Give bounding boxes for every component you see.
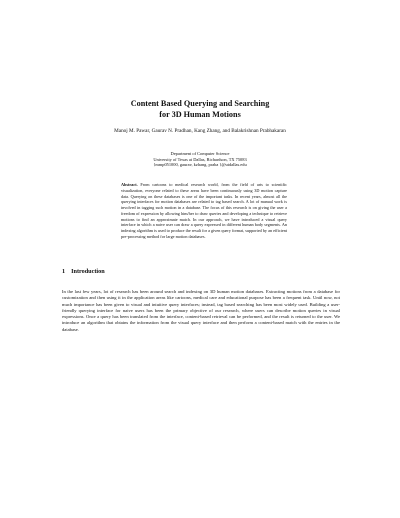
abstract-label: Abstract. [121,182,138,187]
author-list: Manoj M. Pawar, Gaurav N. Pradhan, Kang Zhang, and Balakrishnan Prabhakaran [114,128,286,134]
affiliation-block [0,151,400,168]
affiliation-emails: {mmp051000, gaurav, kzhang, praba }@utdallas.edu [153,162,247,168]
abstract-text: From cartoons to medical research world, from the field of arts to scientific visualization, everyone related to these areas have been continuously using 3D motion capture data. Querying on these databases is one of the important tasks. In recent years, almost all the querying interfaces for motion databases are related to tag based search. A lot of manual work is involved in tagging such motion in a database. The focus of this research is on giving the user a freedom of expression by allowing him/her to draw queries and developing a technique to retrieve motions to find an approximate match. In our approach, we have introduced a visual query interface in which a naive user can draw a query expressed in different human body segments. An indexing algorithm is used to produce the result for a given query format, supported by an efficient pre-processing method for large motion databases. [121,182,287,239]
section-title: Introduction [71,268,105,275]
affiliation-department: Department of Computer Science [170,151,230,156]
affiliation-university: University of Texas at Dallas, Richardson, TX 75083 [153,156,247,162]
introduction-paragraph: In the last few years, lot of research has been around search and indexing on 3D human motion databases. Extracting motions from a database for customization and then using it in the application areas like cartoons, medical care and educational purpose has been a frequent task. Until now, not much importance has been given to visual and intuitive query interfaces; instead, tag based searching has been most widely used. Building a user-friendly querying interface for naive users has been the primary objective of our research, where users can describe motion queries in visual expressions. Once a query has been translated from the interface, content-based retrieval can be performed, and the result is returned to the user. We introduce an algorithm that obtains the information from the visual query interface and then perform a content-based match with the entries in the database. [62,289,340,332]
section-number: 1 [62,268,66,275]
title-line-1: Content Based Querying and Searching [130,99,270,108]
paper-title [0,98,400,120]
section-heading [62,268,105,276]
title-line-2: for 3D Human Motions [159,110,241,119]
abstract-block [121,182,287,240]
